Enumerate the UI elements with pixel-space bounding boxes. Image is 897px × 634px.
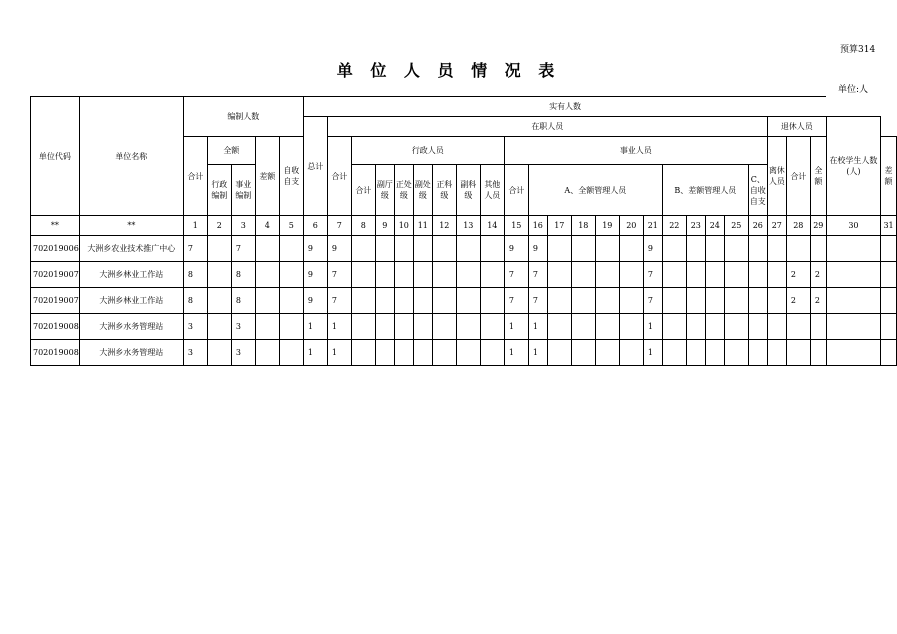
personnel-table (30, 96, 897, 366)
header-shiyou: 实有人数 (303, 97, 826, 117)
cell-value (571, 314, 595, 340)
header-xz-futing: 副厅级 (375, 165, 394, 216)
header-tx-heji: 合计 (786, 137, 810, 216)
cell-value: 9 (528, 236, 547, 262)
cell-value (351, 314, 375, 340)
col-number: 27 (767, 216, 786, 236)
cell-value (351, 288, 375, 314)
cell-value: 9 (303, 262, 327, 288)
header-shiye-bz: 事业编制 (231, 165, 255, 216)
cell-value: 1 (504, 340, 528, 366)
cell-value: 9 (303, 236, 327, 262)
cell-value (547, 262, 571, 288)
header-bz-zishou: 自收自支 (279, 137, 303, 216)
cell-value (255, 262, 279, 288)
cell-value (351, 236, 375, 262)
header-zongji: 总计 (303, 117, 327, 216)
cell-unit-code: 702019006 (31, 236, 80, 262)
cell-value (686, 262, 705, 288)
header-unit-name: 单位名称 (79, 97, 183, 216)
cell-value (826, 236, 880, 262)
cell-value (207, 288, 231, 314)
cell-value: 9 (504, 236, 528, 262)
table-row (31, 288, 897, 314)
cell-value (207, 340, 231, 366)
col-number: 13 (456, 216, 480, 236)
cell-value (662, 314, 686, 340)
col-number: 26 (748, 216, 767, 236)
cell-value (571, 236, 595, 262)
table-row (31, 236, 897, 262)
header-unit-code: 单位代码 (31, 97, 80, 216)
col-number: 24 (705, 216, 724, 236)
cell-value (279, 314, 303, 340)
col-number: 28 (786, 216, 810, 236)
cell-value (686, 314, 705, 340)
col-number: 18 (571, 216, 595, 236)
cell-value (705, 236, 724, 262)
cell-value (619, 262, 643, 288)
cell-value (480, 236, 504, 262)
cell-value (279, 340, 303, 366)
col-number: 21 (643, 216, 662, 236)
cell-value (619, 236, 643, 262)
cell-value (686, 236, 705, 262)
cell-value (413, 236, 432, 262)
cell-value: 8 (183, 288, 207, 314)
cell-value (767, 236, 786, 262)
cell-value (351, 262, 375, 288)
cell-value (826, 314, 880, 340)
cell-value (456, 340, 480, 366)
cell-value (786, 236, 810, 262)
col-number: 23 (686, 216, 705, 236)
cell-value (255, 288, 279, 314)
cell-value (595, 288, 619, 314)
col-number: 31 (881, 216, 897, 236)
header-shiye-ry: 事业人员 (504, 137, 767, 165)
header-a-group: A、全额管理人员 (528, 165, 662, 216)
cell-value (826, 340, 880, 366)
cell-value (881, 314, 897, 340)
header-xz-fuke: 副科级 (456, 165, 480, 216)
header-xingzheng-bz: 行政编制 (207, 165, 231, 216)
cell-value (279, 262, 303, 288)
cell-value: 7 (327, 262, 351, 288)
header-xz-qita: 其他人员 (480, 165, 504, 216)
cell-value (480, 340, 504, 366)
header-c-group: C、自收自支 (748, 165, 767, 216)
header-zaixiao: 在校学生人数(人) (826, 117, 880, 216)
page-title: 单 位 人 员 情 况 表 (336, 61, 561, 80)
cell-value (547, 288, 571, 314)
cell-value (724, 262, 748, 288)
cell-value (686, 340, 705, 366)
cell-value (413, 262, 432, 288)
cell-value: 7 (528, 262, 547, 288)
col-number: 8 (351, 216, 375, 236)
cell-value (351, 340, 375, 366)
cell-value (748, 314, 767, 340)
cell-value (619, 340, 643, 366)
cell-value (881, 236, 897, 262)
cell-value: 8 (231, 262, 255, 288)
cell-value (207, 262, 231, 288)
header-tx-quane: 全额 (810, 137, 826, 216)
cell-value (375, 288, 394, 314)
cell-value: 7 (183, 236, 207, 262)
cell-value (207, 314, 231, 340)
cell-value (480, 288, 504, 314)
cell-value (432, 314, 456, 340)
cell-value: 7 (504, 288, 528, 314)
cell-value (207, 236, 231, 262)
cell-value (881, 288, 897, 314)
cell-value: 1 (643, 340, 662, 366)
cell-value (724, 314, 748, 340)
cell-value: 8 (231, 288, 255, 314)
header-zaizhi: 在职人员 (327, 117, 767, 137)
marker-code: ** (31, 216, 80, 236)
cell-value: 3 (231, 340, 255, 366)
cell-value: 1 (504, 314, 528, 340)
cell-value (595, 236, 619, 262)
col-number: 17 (547, 216, 571, 236)
cell-value: 7 (528, 288, 547, 314)
cell-value (571, 288, 595, 314)
header-tx-chae: 差额 (881, 137, 897, 216)
col-number: 9 (375, 216, 394, 236)
col-number: 16 (528, 216, 547, 236)
cell-value (456, 262, 480, 288)
cell-unit-name: 大洲乡林业工作站 (79, 288, 183, 314)
cell-value (724, 288, 748, 314)
cell-value (456, 314, 480, 340)
cell-unit-name: 大洲乡水务管理站 (79, 340, 183, 366)
cell-unit-code: 702019008 (31, 340, 80, 366)
cell-value (724, 236, 748, 262)
cell-value (413, 288, 432, 314)
cell-value (767, 340, 786, 366)
cell-value (413, 340, 432, 366)
cell-value (255, 314, 279, 340)
cell-value (571, 340, 595, 366)
cell-value (786, 340, 810, 366)
col-number: 14 (480, 216, 504, 236)
cell-value: 1 (643, 314, 662, 340)
col-number: 3 (231, 216, 255, 236)
cell-value (748, 340, 767, 366)
cell-value (547, 314, 571, 340)
col-number: 10 (394, 216, 413, 236)
cell-value: 2 (786, 288, 810, 314)
cell-value (619, 288, 643, 314)
cell-value (810, 236, 826, 262)
cell-value (767, 288, 786, 314)
col-number: 15 (504, 216, 528, 236)
col-number: 19 (595, 216, 619, 236)
cell-value (375, 262, 394, 288)
cell-unit-code: 702019007 (31, 262, 80, 288)
cell-unit-name: 大洲乡农业技术推广中心 (79, 236, 183, 262)
header-xz-zhengke: 正科级 (432, 165, 456, 216)
cell-value (705, 262, 724, 288)
cell-value: 2 (810, 262, 826, 288)
cell-value (394, 314, 413, 340)
cell-unit-code: 702019007 (31, 288, 80, 314)
cell-value (394, 236, 413, 262)
cell-value (705, 314, 724, 340)
cell-value: 7 (231, 236, 255, 262)
cell-value (810, 314, 826, 340)
cell-value: 9 (303, 288, 327, 314)
col-number: 11 (413, 216, 432, 236)
cell-value: 7 (643, 262, 662, 288)
cell-value (662, 288, 686, 314)
cell-value (375, 314, 394, 340)
header-b-group: B、差额管理人员 (662, 165, 748, 216)
cell-value (432, 236, 456, 262)
cell-value: 2 (786, 262, 810, 288)
table-row (31, 262, 897, 288)
cell-value (619, 314, 643, 340)
cell-value (826, 288, 880, 314)
cell-value (456, 288, 480, 314)
header-xz-heji: 合计 (351, 165, 375, 216)
cell-value (595, 314, 619, 340)
cell-unit-code: 702019008 (31, 314, 80, 340)
cell-value: 7 (327, 288, 351, 314)
cell-value (394, 340, 413, 366)
col-number: 25 (724, 216, 748, 236)
cell-value: 1 (303, 314, 327, 340)
cell-value (686, 288, 705, 314)
cell-value (595, 262, 619, 288)
cell-value (375, 236, 394, 262)
cell-value (375, 340, 394, 366)
header-lixiu: 离休人员 (767, 137, 786, 216)
cell-value (547, 236, 571, 262)
table-row (31, 340, 897, 366)
cell-value: 9 (327, 236, 351, 262)
cell-value (279, 236, 303, 262)
cell-value: 7 (504, 262, 528, 288)
cell-value (662, 340, 686, 366)
cell-value (279, 288, 303, 314)
cell-value: 3 (231, 314, 255, 340)
col-number: 12 (432, 216, 456, 236)
header-tuixiu: 退休人员 (767, 117, 826, 137)
cell-value (456, 236, 480, 262)
cell-value: 3 (183, 314, 207, 340)
cell-value (748, 262, 767, 288)
cell-value: 1 (327, 340, 351, 366)
unit-label: 单位:人 (838, 85, 869, 95)
header-quane: 全额 (207, 137, 255, 165)
header-xingzheng-ry: 行政人员 (351, 137, 504, 165)
cell-value (255, 340, 279, 366)
cell-value: 7 (643, 288, 662, 314)
cell-value: 8 (183, 262, 207, 288)
cell-value (432, 262, 456, 288)
cell-value (826, 262, 880, 288)
cell-value (547, 340, 571, 366)
cell-value (705, 288, 724, 314)
col-number: 6 (303, 216, 327, 236)
table-row (31, 314, 897, 340)
header-xz-fuchu: 副处级 (413, 165, 432, 216)
cell-value (255, 236, 279, 262)
cell-value (394, 288, 413, 314)
cell-value (881, 262, 897, 288)
cell-value (810, 340, 826, 366)
header-sy-heji: 合计 (504, 165, 528, 216)
header-bianzhi: 编制人数 (183, 97, 303, 137)
col-number: 2 (207, 216, 231, 236)
cell-value (767, 262, 786, 288)
cell-value (432, 288, 456, 314)
cell-value (748, 288, 767, 314)
cell-value (724, 340, 748, 366)
cell-value: 1 (303, 340, 327, 366)
col-number: 7 (327, 216, 351, 236)
cell-value: 9 (643, 236, 662, 262)
cell-value (413, 314, 432, 340)
cell-value (748, 236, 767, 262)
cell-value (394, 262, 413, 288)
header-bz-chae: 差额 (255, 137, 279, 216)
cell-unit-name: 大洲乡水务管理站 (79, 314, 183, 340)
col-number: 30 (826, 216, 880, 236)
cell-value: 2 (810, 288, 826, 314)
cell-value: 1 (528, 314, 547, 340)
header-zz-heji: 合计 (327, 137, 351, 216)
marker-name: ** (79, 216, 183, 236)
cell-value (786, 314, 810, 340)
col-number: 1 (183, 216, 207, 236)
cell-value (480, 262, 504, 288)
cell-unit-name: 大洲乡林业工作站 (79, 262, 183, 288)
report-code: 预算314 (840, 45, 876, 55)
header-xz-zhengchu: 正处级 (394, 165, 413, 216)
cell-value (881, 340, 897, 366)
col-number: 29 (810, 216, 826, 236)
cell-value (705, 340, 724, 366)
cell-value (480, 314, 504, 340)
col-number: 20 (619, 216, 643, 236)
cell-value: 1 (327, 314, 351, 340)
cell-value (432, 340, 456, 366)
col-number: 5 (279, 216, 303, 236)
cell-value (767, 314, 786, 340)
cell-value (662, 262, 686, 288)
header-bz-heji: 合计 (183, 137, 207, 216)
col-number: 4 (255, 216, 279, 236)
cell-value: 1 (528, 340, 547, 366)
cell-value (595, 340, 619, 366)
cell-value (571, 262, 595, 288)
cell-value: 3 (183, 340, 207, 366)
cell-value (662, 236, 686, 262)
col-number: 22 (662, 216, 686, 236)
